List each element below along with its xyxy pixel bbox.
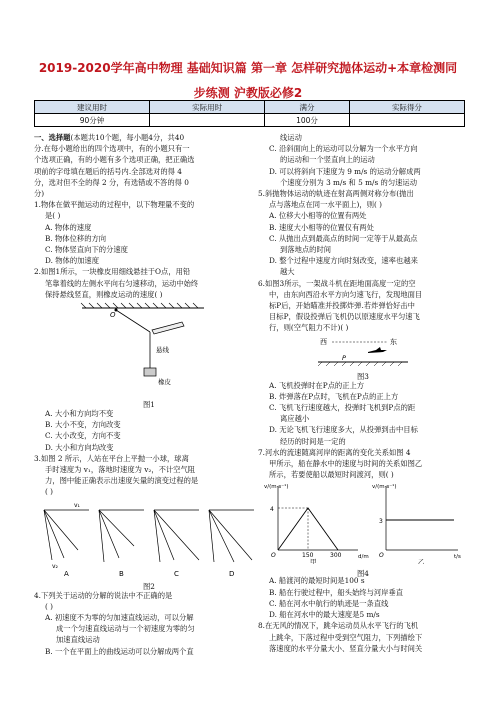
- fig4-y-label-a: v/(m·s⁻¹): [264, 484, 289, 491]
- figure-1-drawing: [34, 300, 264, 396]
- header-full-score: 满分: [265, 101, 350, 114]
- q5-option-d: D. 整个过程中速度方向时刻改变，速率也越来: [269, 256, 418, 266]
- fig4-yi-label: 乙: [418, 558, 425, 565]
- fig3-west-label: 西: [320, 337, 327, 346]
- fig4-x-label-a: d/m: [358, 554, 369, 561]
- question-7: 7.河水的流速随离河岸的距离的变化关系如图 4: [258, 447, 411, 457]
- q1-option-a: A. 物体的速度: [45, 222, 92, 232]
- q1-option-d: D. 物体的加速度: [45, 256, 100, 266]
- fig2-label-c: C: [174, 569, 179, 578]
- q2-option-b: B. 大小不变，方向改变: [45, 420, 121, 430]
- question-3: 3.如图 2 所示，人站在平台上平抛一小球，球离: [34, 453, 189, 463]
- fig4-origin-b: O: [379, 552, 384, 560]
- q5-option-a: A. 位移大小相等的位置有两处: [269, 211, 367, 221]
- fig4-x-label-b: t/s: [454, 554, 461, 561]
- figure-2-drawing: [34, 498, 264, 578]
- q6-option-d: D. 无论飞机飞行速度多大，从投弹到击中目标: [269, 425, 418, 435]
- fig4-origin-a: O: [271, 552, 276, 560]
- q5-option-b: B. 速度大小相等的位置仅有两处: [269, 222, 374, 232]
- q7-option-c: C. 船在河水中航行的轨迹是一条直线: [269, 598, 389, 608]
- figure-4-caption: 图4: [357, 568, 369, 578]
- figure-2: [34, 498, 264, 590]
- q2-option-a: A. 大小和方向均不变: [45, 409, 114, 419]
- cell-suggested-time: 90分钟: [35, 114, 150, 127]
- title-line-1: 2019-2020学年高中物理 基础知识篇 第一章 怎样研究抛体运动+本章检测同: [38, 61, 458, 75]
- fig2-label-a: A: [64, 569, 69, 578]
- section-title: 一、选择题: [34, 133, 71, 142]
- fig1-eraser-label: 橡皮: [158, 378, 171, 387]
- cell-actual-time[interactable]: [150, 114, 265, 127]
- figure-4: [258, 480, 468, 578]
- fig2-v2-label: v₂: [52, 562, 58, 570]
- question-5: 5.斜抛物体运动的轨迹在射高两侧对称分布(抛出: [258, 189, 414, 199]
- fig4-val-300: 300: [330, 552, 342, 560]
- figure-3-drawing: [258, 334, 468, 368]
- fig4-y-label-b: v/(m·s⁻¹): [372, 484, 397, 491]
- question-6: 6.如图3所示，一架战斗机在距地面高度一定的空: [258, 278, 416, 288]
- q5-option-c: C. 从抛出点到最高点的时间一定等于从最高点: [269, 233, 418, 243]
- table-header-row: [35, 101, 465, 114]
- figure-3: [258, 334, 468, 380]
- time-score-table: [34, 100, 465, 127]
- question-4: 4.下列关于运动的分解的说法中不正确的是: [34, 590, 173, 600]
- fig4-val-3: 3: [379, 518, 383, 526]
- cell-actual-score[interactable]: [349, 114, 464, 127]
- q4-option-c: C. 沿斜面向上的运动可以分解为一个水平方向: [269, 144, 418, 154]
- left-column: 一、选择题(本题共10个题，每小题4分，共40 分.在每小题给出的四个选项中，有的小题只有一 个选项正确，有的小题有多个选项正确，把正确选 项前的字母填在题后的括号内.全部选对的得 4 分，选对但不全的得 2 分，有选错或不答的得 0 分) 1.物体在做平抛运动的过程中，以下物理量不变的 是( ) A. 物体的速度 B. 物体位移的方向 C. 物体竖直向下的分速度 D. 物体的加速度 2.如图1所示，一块橡皮用细线悬挂于O点，用铅 笔靠着线的左侧水平向右匀速移动，运动中始终 保持悬线竖直，则橡皮运动的速度( ) O 悬线 橡皮 图1 A. 大小和方向均不变 B. 大小不变，方向改变 C. 大小改变，方向不变 D. 大小和方向均改变 3.如图 2 所示，人站在平台上平抛一小球，球离 手时速度为 v₁，落地时速度为 v₂，不计空气阻 力，图中能正确表示出速度矢量的演变过程的是 ( ) v₁ v₂ A B C D 图2 4.下列关于运动的分解的说法中不正确的是 ( ) A. 初速度不为零的匀加速直线运动，可以分解 成一个匀速直线运动与一个初速度为零的匀 加速直线运动 B. 一个在平面上的曲线运动可以分解成两个直: [34, 132, 264, 657]
- question-2: 2.如图1所示，一块橡皮用细线悬挂于O点，用铅: [34, 267, 191, 277]
- cell-full-score: 100分: [265, 114, 350, 127]
- section-intro: 一、选择题(本题共10个题，每小题4分，共40: [34, 133, 185, 142]
- eraser-shape: [144, 368, 156, 376]
- right-column: 线运动 C. 沿斜面向上的运动可以分解为一个水平方向 的运动和一个竖直向上的运动 D. 可以将斜向下速度为 9 m/s 的运动分解成两 个速度分别为 3 m/s 和 5 m/s 的匀速运动 5.斜抛物体运动的轨迹在射高两侧对称分布(抛出 点与落地点在同一水平面上)，则( ) A. 位移大小相等的位置有两处 B. 速度大小相等的位置仅有两处 C. 从抛出点到最高点的时间一定等于从最高点 到落地点的时间 D. 整个过程中速度方向时刻改变，速率也越来 越大 6.如图3所示，一架战斗机在距地面高度一定的空 中，由东向西沿水平方向匀速飞行，发现地面目 标P后，开始瞄准并投掷炸弹.若炸弹恰好击中 目标P，假设投弹后飞机仍以原速度水平匀速飞 行，则(空气阻力不计)( ) 西 东 P 图3 A. 飞机投弹时在P点的正上方 B. 炸弹落在P点时，飞机在P点的正上方 C. 飞机飞行速度越大，投弹时飞机到P点的距 离应越小 D. 无论飞机飞行速度多大，从投弹到击中目标 经历的时间是一定的 7.河水的流速随离河岸的距离的变化关系如图 4 甲所示，船在静水中的速度与时间的关系如图乙 所示，若要使船以最短时间渡河，则( ) v/(m·s⁻¹) d/m 4 O 150 300 甲 v/(m·s⁻¹) t/s 3 O 乙 图4 A. 船渡河的最短时间是100 s B. 船在行驶过程中，船头始终与河岸垂直 C. 船在河水中航行的轨迹是一条直线 D. 船在河水中的最大速度是5 m/s 8.在无风的情况下，跳伞运动员从水平飞行的飞机 上跳伞，下落过程中受到空气阻力，下列描绘下 落速度的水平分量大小、竖直分量大小与时间关: [258, 132, 468, 654]
- q7-option-a: A. 船渡河的最短时间是100 s: [269, 576, 365, 586]
- fig4-val-4: 4: [270, 506, 274, 514]
- q4-option-a: A. 初速度不为零的匀加速直线运动，可以分解: [45, 613, 194, 623]
- title-line-2: 步练测 沪教版必修2: [193, 86, 303, 100]
- figure-3-caption: 图3: [357, 371, 369, 381]
- q6-option-a: A. 飞机投弹时在P点的正上方: [269, 380, 365, 390]
- fig2-label-d: D: [229, 569, 235, 578]
- fig4-jia-label: 甲: [310, 558, 317, 565]
- document-title: [20, 56, 476, 106]
- q6-option-b: B. 炸弹落在P点时，飞机在P点的正上方: [269, 391, 399, 401]
- figure-1-caption: 图1: [143, 400, 155, 410]
- question-8: 8.在无风的情况下，跳伞运动员从水平飞行的飞机: [258, 621, 419, 631]
- figure-2-caption: 图2: [143, 581, 155, 591]
- table-row: [35, 114, 465, 127]
- header-actual-time: 实际用时: [150, 101, 265, 114]
- fig2-label-b: B: [119, 569, 124, 578]
- airplane-icon: [368, 347, 387, 353]
- fig2-v1-label: v₁: [74, 501, 80, 509]
- fig1-line-label: 悬线: [156, 346, 169, 355]
- q4-option-d: D. 可以将斜向下速度为 9 m/s 的运动分解成两: [269, 166, 421, 176]
- figure-1: [34, 300, 264, 408]
- q2-option-c: C. 大小改变，方向不变: [45, 431, 121, 441]
- q7-option-b: B. 船在行驶过程中，船头始终与河岸垂直: [269, 587, 404, 597]
- header-suggested-time: 建议用时: [35, 101, 150, 114]
- question-1: 1.物体在做平抛运动的过程中，以下物理量不变的: [34, 200, 195, 210]
- q7-option-d: D. 船在河水中的最大速度是5 m/s: [269, 610, 380, 620]
- q1-option-c: C. 物体竖直向下的分速度: [45, 245, 128, 255]
- figure-4-drawing: [258, 480, 468, 564]
- fig3-east-label: 东: [390, 337, 397, 346]
- fig3-p-label: P: [342, 353, 346, 362]
- header-actual-score: 实际得分: [349, 101, 464, 114]
- q2-option-d: D. 大小和方向均改变: [45, 442, 114, 452]
- q4-option-b: B. 一个在平面上的曲线运动可以分解成两个直: [45, 646, 194, 656]
- q1-option-b: B. 物体位移的方向: [45, 233, 107, 243]
- fig4-val-150: 150: [302, 552, 314, 560]
- q6-option-c: C. 飞机飞行速度越大，投弹时飞机到P点的距: [269, 403, 416, 413]
- fig1-o-label: O: [110, 311, 116, 320]
